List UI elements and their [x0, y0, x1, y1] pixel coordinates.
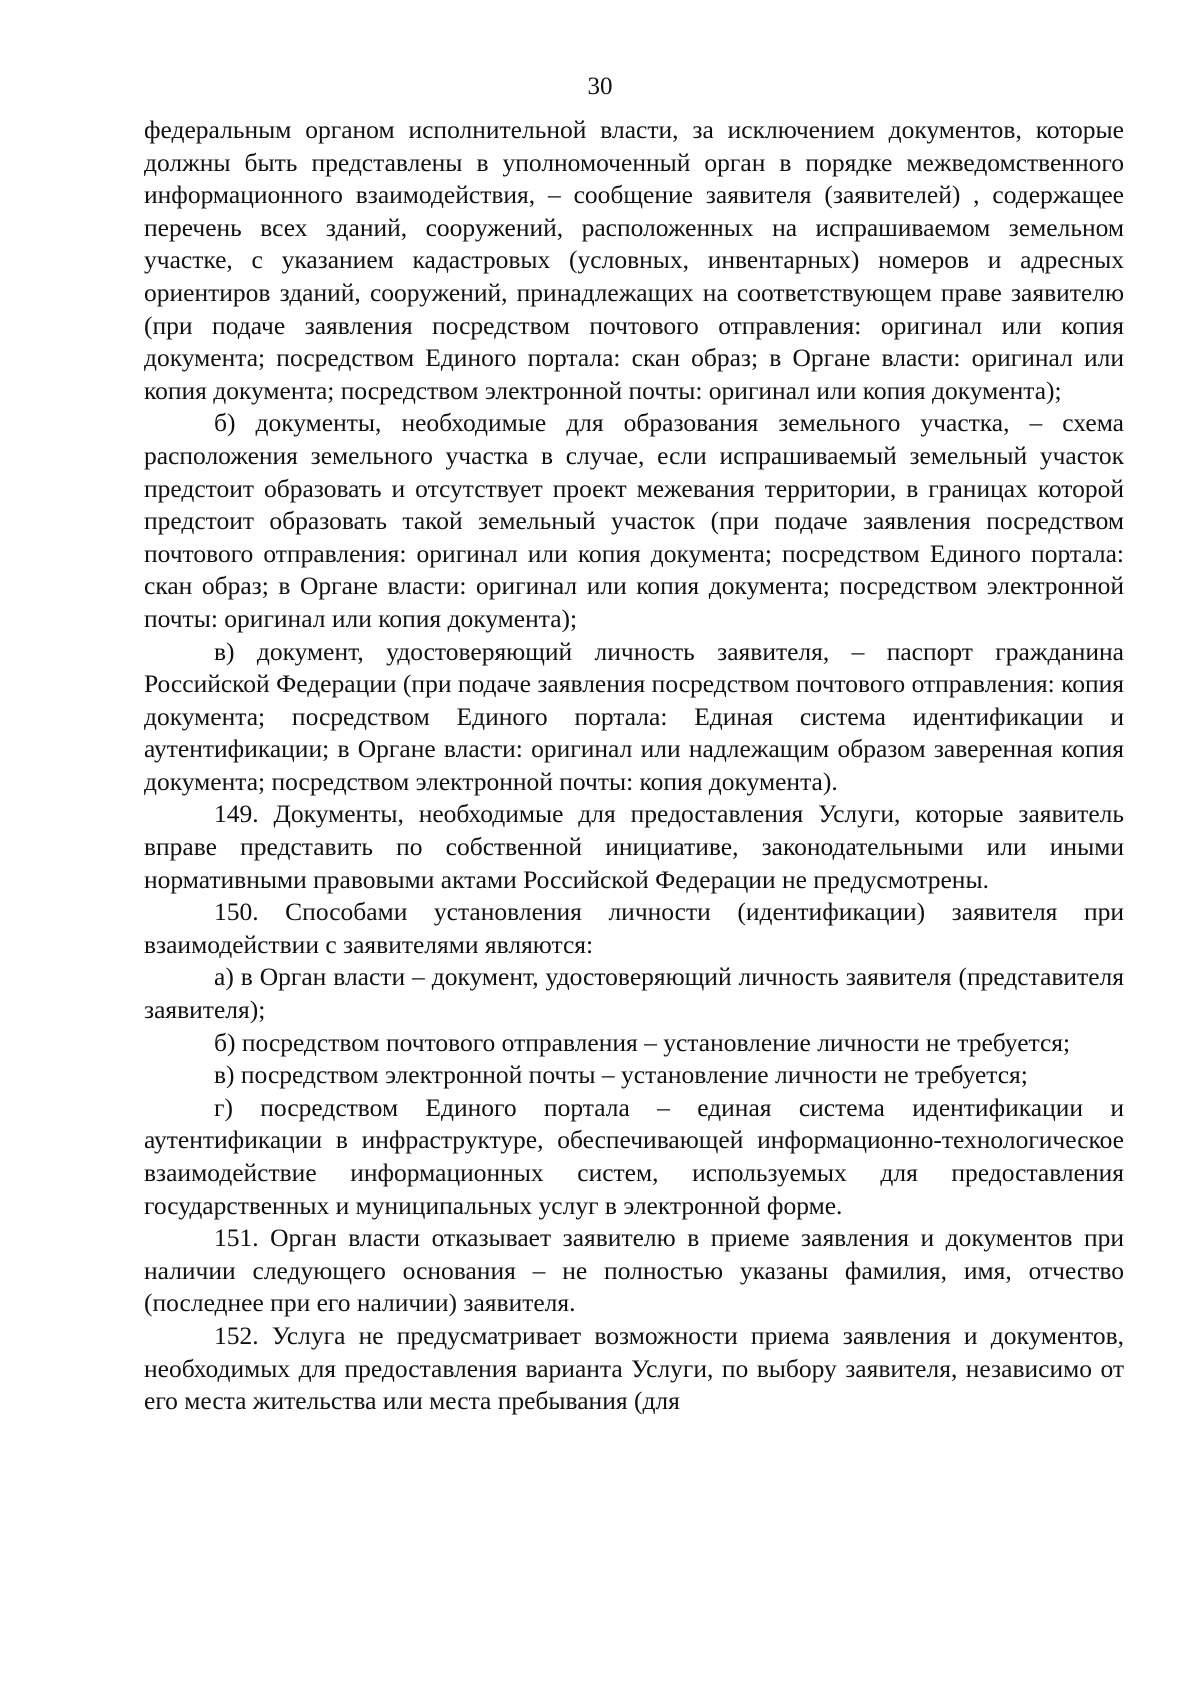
paragraph-150-a: а) в Орган власти – документ, удостоверяющий личность заявителя (представителя заявителя); [144, 962, 1124, 1025]
paragraph-150-b: б) посредством почтового отправления – установление личности не требуется; [214, 1027, 1071, 1057]
paragraph-item-v-identity-document: в) документ, удостоверяющий личность заявителя, – паспорт гражданина Российской Федерации (при подаче заявления посредством почтового отправления: копия документа; посредством Единого портала: Единая система идентификации и аутентификации; в Органе власти: оригинал или надлежащим образом заверенная копия документа; посредством электронной почты: копия документа). [144, 636, 1124, 796]
paragraph-item-b-land-documents: б) документы, необходимые для образования земельного участка, – схема расположения земельного участка в случае, если испрашиваемый земельный участок предстоит образовать и отсутствует проект межевания территории, в границах которой предстоит образовать такой земельный участок (при подаче заявления посредством почтового отправления: оригинал или копия документа; посредством Единого портала: скан образ; в Органе власти: оригинал или копия документа; посредством электронной почты: оригинал или копия документа); [144, 408, 1124, 633]
paragraph-151: 151. Орган власти отказывает заявителю в приеме заявления и документов при наличии следующего основания – не полностью указаны фамилия, имя, отчество (последнее при его наличии) заявителя. [144, 1223, 1124, 1318]
paragraph-continuation: федеральным органом исполнительной власти, за исключением документов, которые должны быть представлены в уполномоченный орган в порядке межведомственного информационного взаимодействия, – сообщение заявителя (заявителей) , содержащее перечень всех зданий, сооружений, расположенных на испрашиваемом земельном участке, с указанием кадастровых (условных, инвентарных) номеров и адресных ориентиров зданий, сооружений, принадлежащих на соответствующем праве заявителю (при подаче заявления посредством почтового отправления: оригинал или копия документа; посредством Единого портала: скан образ; в Органе власти: оригинал или копия документа; посредством электронной почты: оригинал или копия документа); [144, 115, 1124, 405]
paragraph-150-g: г) посредством Единого портала – единая система идентификации и аутентификации в инфраструктуре, обеспечивающей информационно-технологическое взаимодействие информационных систем, используемых для предоставления государственных и муниципальных услуг в электронной форме. [144, 1092, 1124, 1220]
paragraph-152: 152. Услуга не предусматривает возможности приема заявления и документов, необходимых для предоставления варианта Услуги, по выбору заявителя, независимо от его места жительства или места пребывания (для [144, 1320, 1124, 1416]
page-number: 30 [587, 73, 613, 100]
paragraph-149: 149. Документы, необходимые для предоставления Услуги, которые заявитель вправе представить по собственной инициативе, законодательными или иными нормативными правовыми актами Российской Федерации не предусмотрены. [144, 799, 1124, 894]
paragraph-150-v: в) посредством электронной почты – установление личности не требуется; [214, 1060, 1028, 1090]
paragraph-150: 150. Способами установления личности (идентификации) заявителя при взаимодействии с заявителями являются: [144, 897, 1124, 959]
document-body [144, 114, 1124, 1418]
